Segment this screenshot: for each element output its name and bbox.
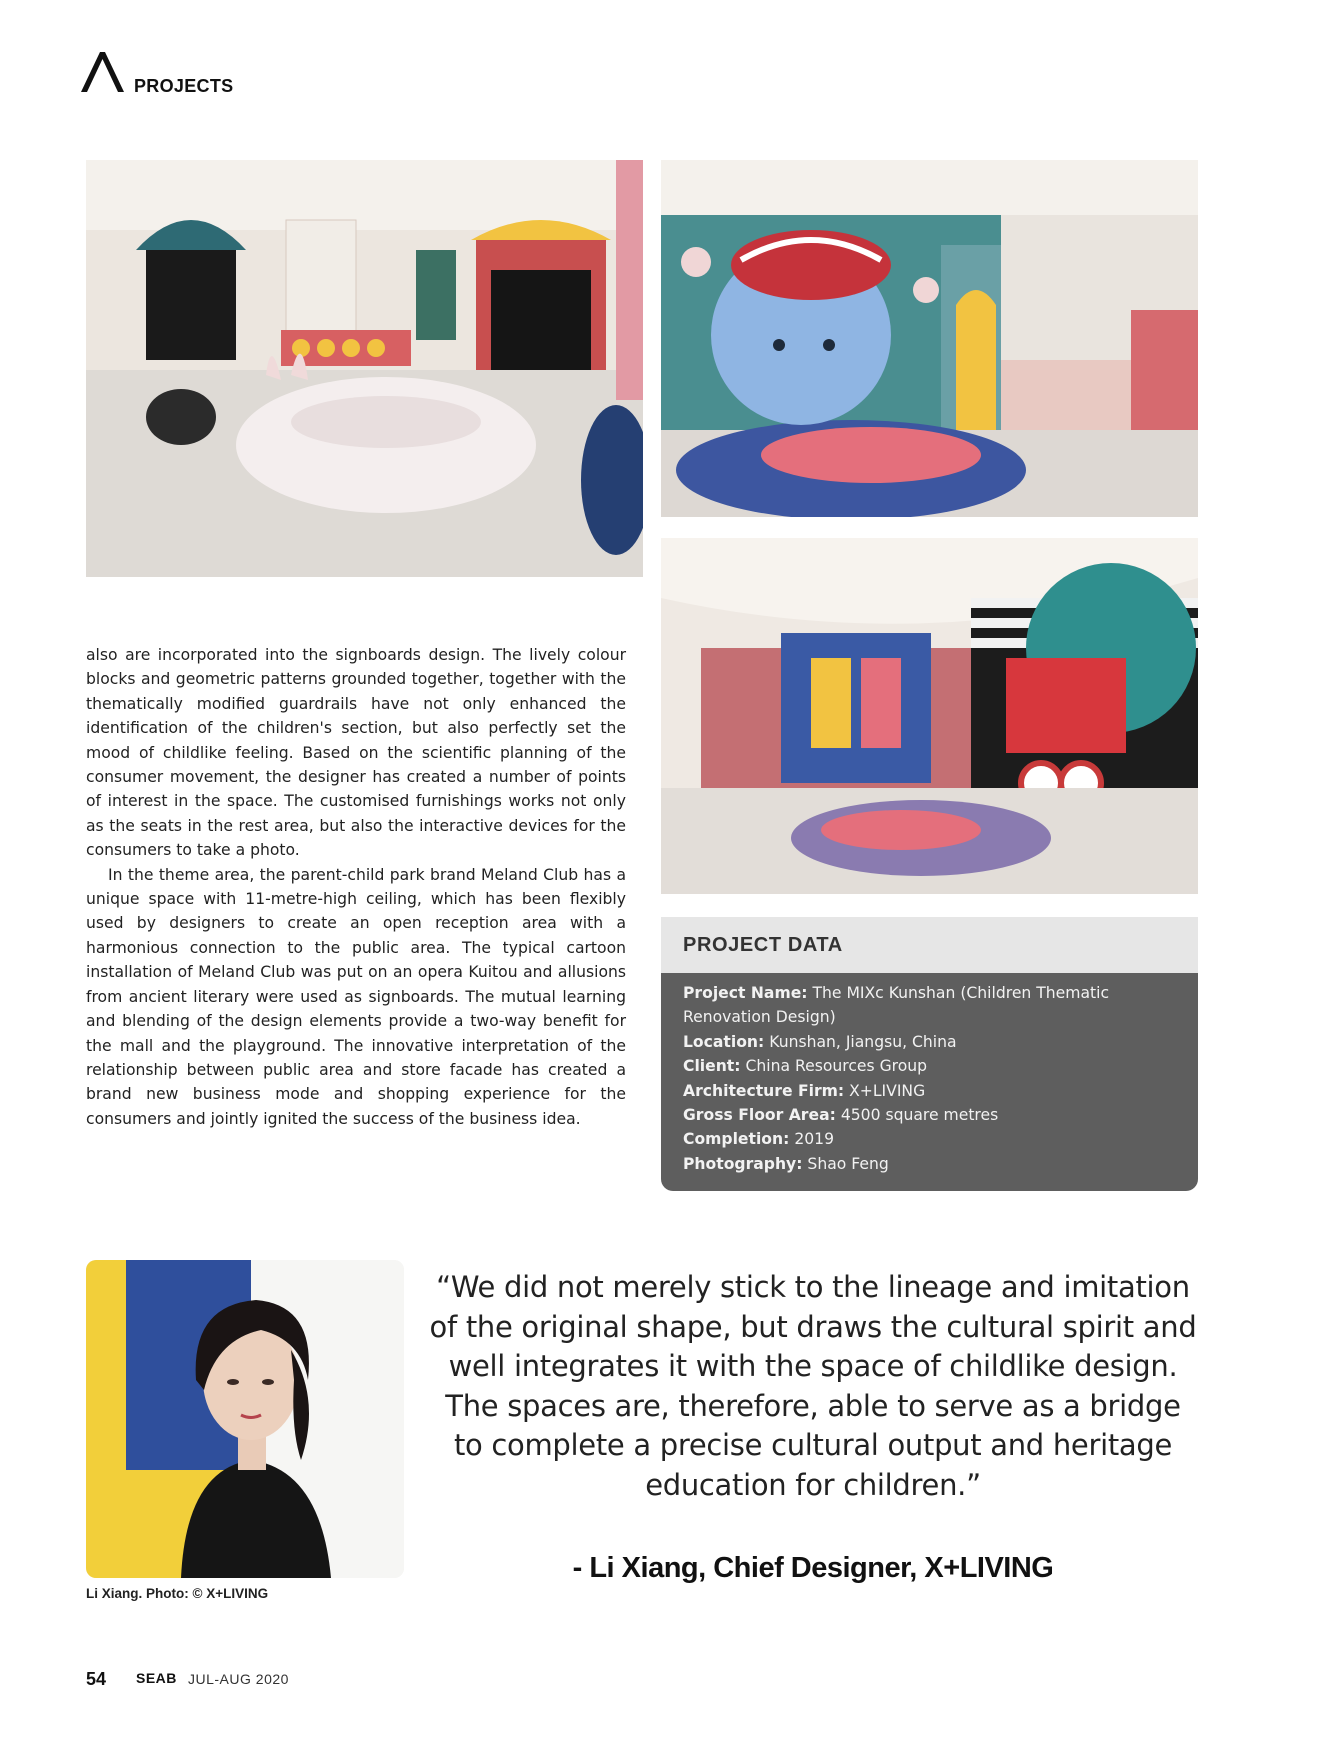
project-data-box: [661, 917, 1198, 1191]
portrait-caption: Li Xiang. Photo: © X+LIVING: [86, 1586, 269, 1601]
pull-quote: “We did not merely stick to the lineage and imitation of the original shape, but draws the cultural spirit and well integrates it with the space of childlike design. The spaces are, therefore, able to serve as a bridge to complete a precise cultural output and heritage education for children.”: [429, 1270, 1197, 1502]
project-data-row: Location: Kunshan, Jiangsu, China: [683, 1032, 957, 1051]
project-data-row: Architecture Firm: X+LIVING: [683, 1081, 926, 1100]
project-data-row: Photography: Shao Feng: [683, 1154, 889, 1173]
project-data-heading: PROJECT DATA: [661, 917, 1198, 973]
article-paragraph: In the theme area, the parent-child park brand Meland Club has a unique space with 11-metre-high ceiling, which has been flexibly used by designers to create an open reception area with a harmonious connection to the public area. The typical cartoon installation of Meland Club was put on an opera Kuitou and allusions from ancient literary were used as signboards. The mutual learning and blending of the design elements provide a two-way benefit for the mall and the playground. The innovative interpretation of the relationship between public area and store facade has created a brand new business mode and shopping experience for the consumers and jointly ignited the success of the business idea.: [86, 865, 626, 1128]
quote-attribution: - Li Xiang, Chief Designer, X+LIVING: [572, 1552, 1054, 1584]
photo-meland-club-entrance: [661, 538, 1198, 894]
page-number: 54: [86, 1669, 107, 1689]
magazine-name: SEAB: [136, 1670, 177, 1686]
seab-a-logo-icon: [78, 48, 126, 94]
portrait-photo: [86, 1260, 404, 1578]
project-data-row: Project Name: The MIXc Kunshan (Children Thematic Renovation Design): [683, 984, 1110, 1027]
project-data-row: Client: China Resources Group: [683, 1057, 928, 1076]
project-data-row: Completion: 2019: [683, 1130, 834, 1149]
photo-play-area: [86, 160, 643, 577]
project-data-row: Gross Floor Area: 4500 square metres: [683, 1106, 999, 1125]
project-data-list: [661, 973, 1198, 1191]
issue-date: JUL-AUG 2020: [188, 1671, 289, 1687]
photo-elephant-installation: [661, 160, 1198, 517]
article-paragraph: also are incorporated into the signboards design. The lively colour blocks and geometric patterns grounded together, together with the thematically modified guardrails have not only enhanced the identification of the children's section, but also perfectly set the mood of childlike feeling. Based on the scientific planning of the consumer movement, the designer has created a number of points of interest in the space. The customised furnishings works not only as the seats in the rest area, but also the interactive devices for the consumers to take a photo.: [86, 646, 626, 860]
section-label: PROJECTS: [134, 76, 234, 96]
article-body: [86, 643, 626, 1131]
